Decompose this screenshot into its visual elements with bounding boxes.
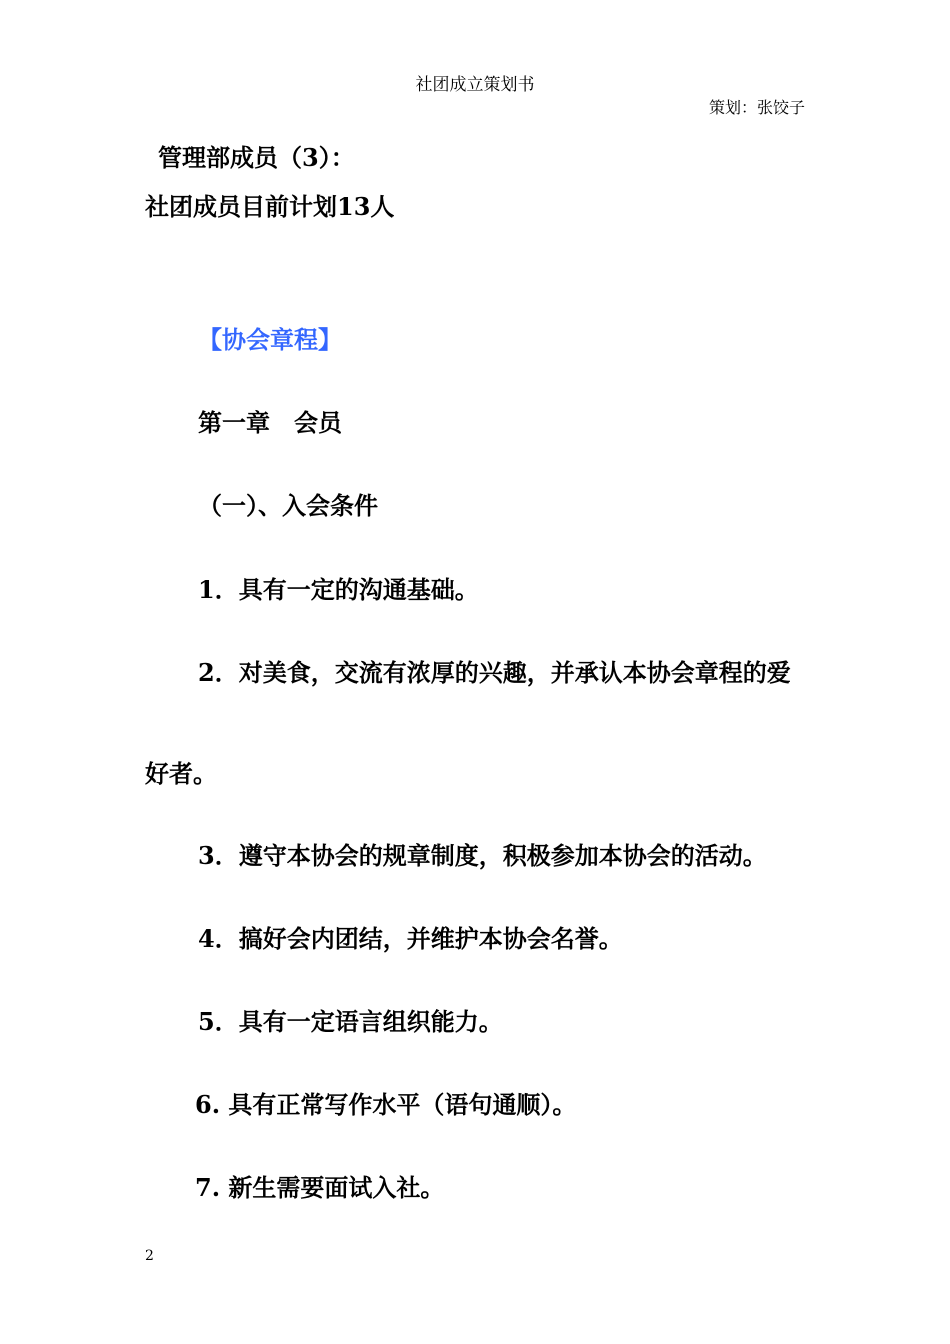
list-item: 6. 具有正常写作水平（语句通顺）。 bbox=[195, 1090, 577, 1119]
list-item: 7. 新生需要面试入社。 bbox=[195, 1173, 445, 1202]
list-item-continuation: 好者。 bbox=[145, 759, 217, 788]
header-title: 社团成立策划书 bbox=[415, 75, 535, 95]
page-number: 2 bbox=[145, 1248, 154, 1264]
section-one-heading: （一）、入会条件 bbox=[198, 491, 378, 520]
list-item: 4．搞好会内团结，并维护本协会名誉。 bbox=[198, 924, 623, 953]
member-plan-line: 社团成员目前计划13人 bbox=[145, 192, 395, 221]
list-item: 3．遵守本协会的规章制度，积极参加本协会的活动。 bbox=[198, 841, 767, 870]
list-item: 1．具有一定的沟通基础。 bbox=[198, 575, 479, 604]
charter-heading: 【协会章程】 bbox=[198, 325, 342, 354]
management-members-line: 管理部成员（3）： bbox=[158, 143, 355, 172]
list-item: 5．具有一定语言组织能力。 bbox=[198, 1007, 503, 1036]
header-author: 策划：张饺子 bbox=[708, 98, 805, 117]
chapter-one-heading: 第一章 会员 bbox=[198, 408, 342, 437]
list-item: 2．对美食，交流有浓厚的兴趣，并承认本协会章程的爱 bbox=[198, 658, 791, 687]
